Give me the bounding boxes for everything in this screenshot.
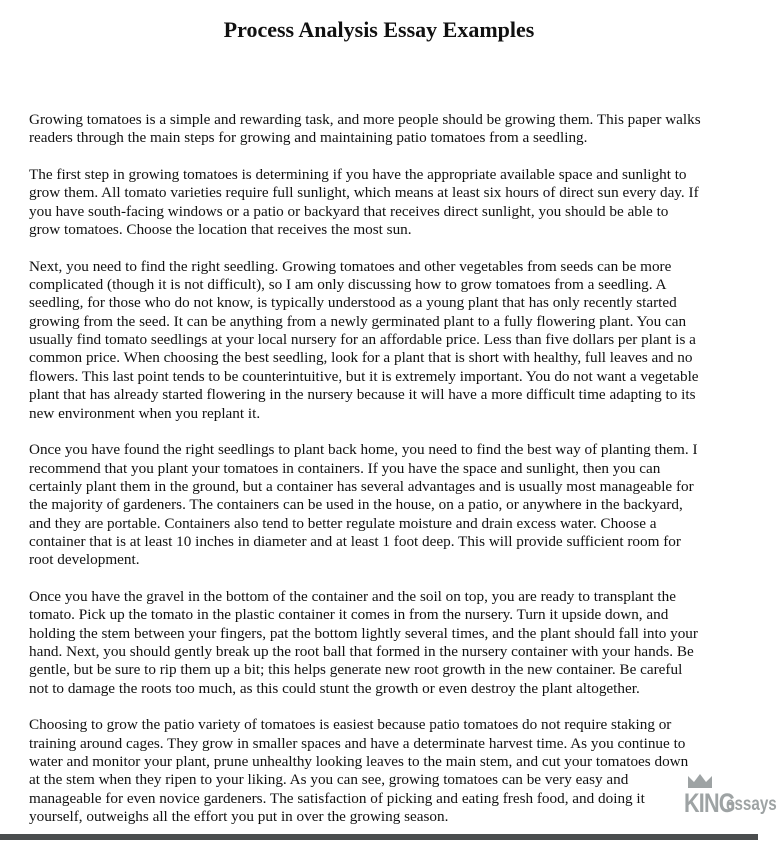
text-line: not to damage the roots too much, as this could stunt the growth or even destroy the plant altogether. (29, 679, 640, 697)
bottom-bar (0, 834, 758, 840)
text-line: Once you have found the right seedlings to plant back home, you need to find the best way of planting them. I (29, 441, 698, 459)
text-line: yourself, outweighs all the effort you put in over the growing season. (29, 808, 449, 826)
text-line: hand. Next, you should gently break up the root ball that formed in the nursery container with your hands. Be (29, 642, 694, 660)
text-line: and they are portable. Containers also tend to better regulate moisture and drain excess water. Choose a (29, 514, 657, 532)
paragraph (29, 258, 749, 423)
document-title: Process Analysis Essay Examples (223, 17, 535, 42)
text-line: tomato. Pick up the tomato in the plastic container it comes in from the nursery. Turn it upside down, and (29, 606, 669, 624)
text-line: Growing tomatoes is a simple and rewarding task, and more people should be growing them. This paper walks (29, 111, 701, 128)
text-line: gentle, but be sure to rip them up a bit; this helps generate new root growth in the new container. Be careful (29, 661, 683, 679)
text-line: recommend that you plant your tomatoes in containers. If you have the space and sunlight, then you can (29, 459, 661, 477)
paragraph (29, 111, 749, 148)
text-line: complicated (though it is not difficult), so I am only discussing how to grow tomatoes from a seedling. A (29, 276, 667, 294)
text-line: growing from the seed. It can be anything from a newly germinated plant to a fully flowering plant. You can (29, 312, 687, 330)
paragraph (29, 441, 749, 569)
text-line: readers through the main steps for growing and maintaining patio tomatoes from a seedling. (29, 129, 588, 147)
text-line: Next, you need to find the right seedling. Growing tomatoes and other vegetables from seeds can be more (29, 257, 672, 275)
text-line: Once you have the gravel in the bottom of the container and the soil on top, you are ready to transplant the (29, 587, 676, 605)
text-line: seedling, for those who do not know, is typically understood as a young plant that has only recently started (29, 294, 677, 312)
text-line: at the stem when they ripen to your liking. As you can see, growing tomatoes can be very easy and (29, 771, 629, 789)
text-line: certainly plant them in the ground, but a container has several advantages and is usually most manageable for (29, 477, 694, 495)
logo-suffix: essays (726, 794, 777, 815)
text-line: root development. (29, 551, 140, 569)
text-line: common price. When choosing the best seedling, look for a plant that is short with healthy, full leaves and no (29, 349, 693, 367)
paragraph (29, 588, 749, 698)
text-line: plant that has already started flowering in the nursery because it will have a more difficult time adapting to its (29, 386, 696, 404)
text-line: Choosing to grow the patio variety of tomatoes is easiest because patio tomatoes do not require staking or (29, 716, 672, 734)
text-line: new environment when you replant it. (29, 404, 261, 422)
paragraph (29, 716, 749, 826)
text-line: training around cages. They grow in smaller spaces and have a determinate harvest time. As you continue to (29, 734, 686, 752)
king-essays-logo (642, 774, 777, 830)
text-line: The first step in growing tomatoes is determining if you have the appropriate available space and sunlight to (29, 166, 687, 184)
logo-brand: KING (684, 788, 735, 818)
text-line: container that is at least 10 inches in diameter and at least 1 foot deep. This will provide sufficient room for (29, 532, 681, 550)
text-line: grow them. All tomato varieties require full sunlight, which means at least six hours of direct sun every day. If (29, 184, 699, 202)
paragraph (29, 166, 749, 239)
text-line: usually find tomato seedlings at your local nursery for an affordable price. Less than five dollars per plant is a (29, 331, 696, 349)
text-line: you have south-facing windows or a patio or backyard that receives direct sunlight, you should be able to (29, 202, 669, 220)
text-line: flowers. This last point tends to be counterintuitive, but it is extremely important. You do not want a vegetable (29, 367, 699, 385)
crown-icon (688, 774, 712, 788)
text-line: grow tomatoes. Choose the location that receives the most sun. (29, 221, 412, 239)
text-line: manageable for even novice gardeners. The satisfaction of picking and eating fresh food, and doing it (29, 789, 645, 807)
essay-body (29, 111, 749, 845)
text-line: the majority of gardeners. The containers can be used in the house, on a patio, or anywhere in the backyard, (29, 496, 683, 514)
text-line: holding the stem between your fingers, pat the bottom lightly several times, and the plant should fall into your (29, 624, 698, 642)
text-line: water and monitor your plant, prune unhealthy looking leaves to the main stem, and cut your tomatoes down (29, 753, 689, 771)
